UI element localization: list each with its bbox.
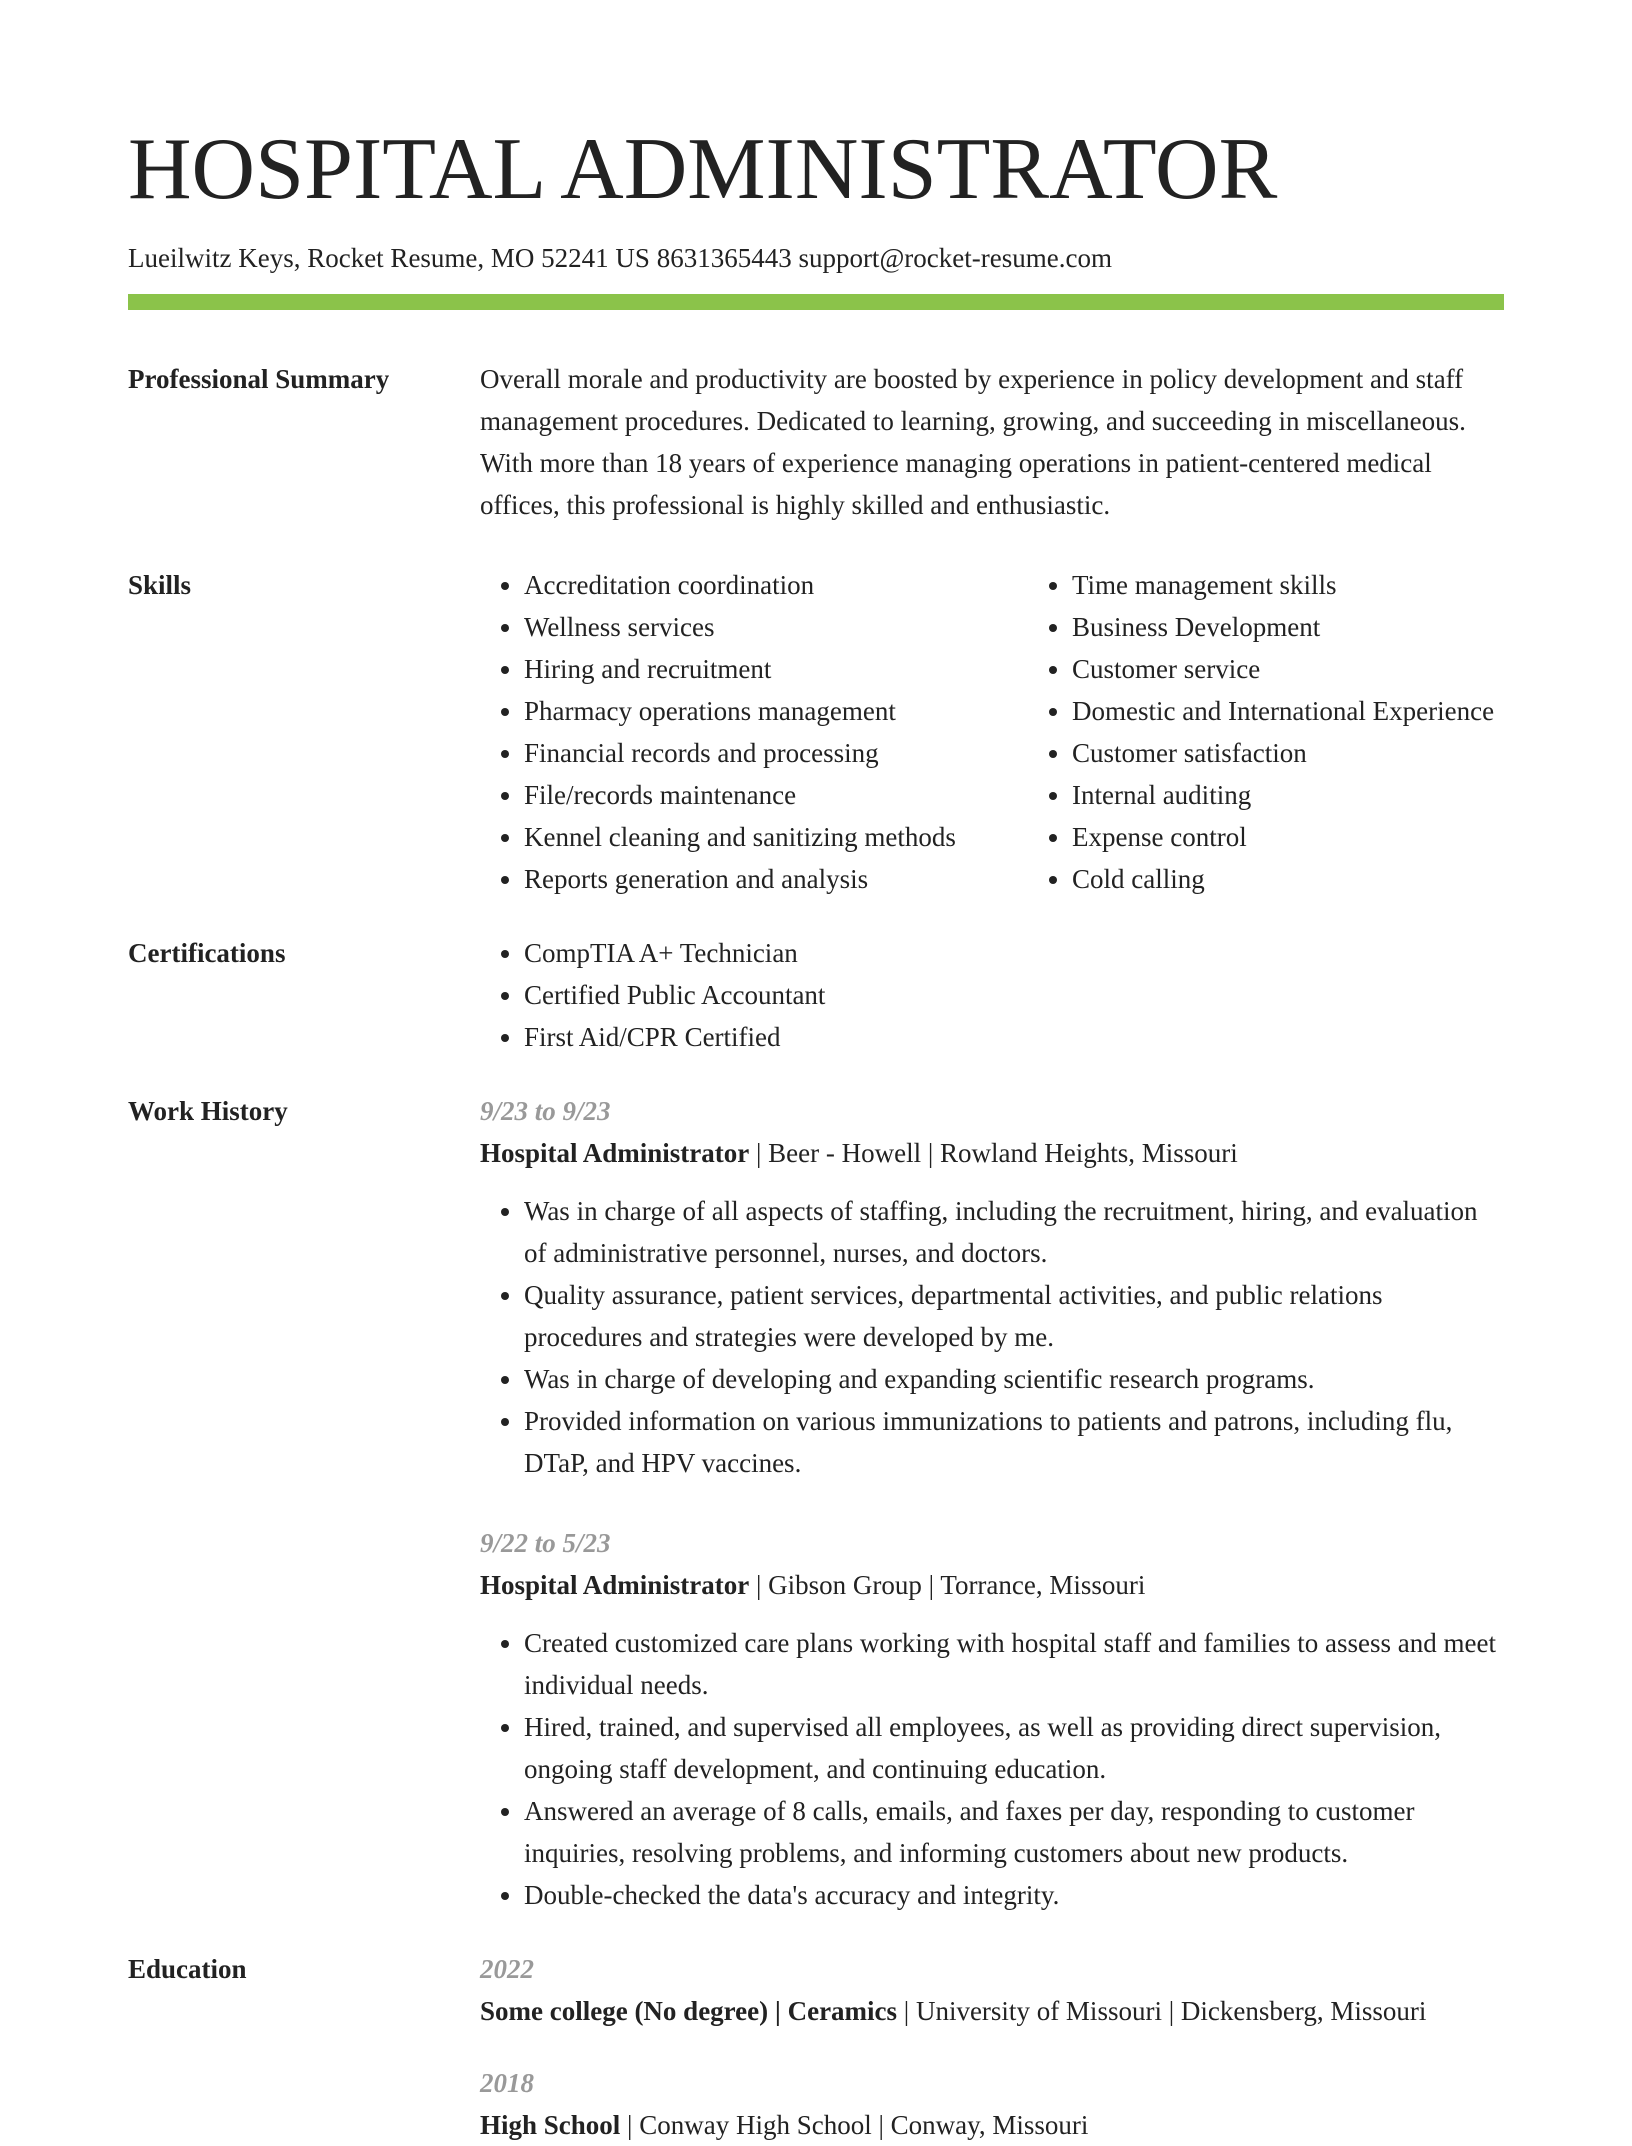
section-label-work-history: Work History xyxy=(128,1096,288,1126)
skills-list-left xyxy=(480,564,1028,900)
section-label-certifications: Certifications xyxy=(128,938,286,968)
list-item: • Was in charge of all aspects of staffing, including the recruitment, hiring, and evaluation of administrative personnel, nurses, and doctors. xyxy=(524,1190,1504,1274)
job-bullets xyxy=(480,1190,1504,1484)
education-entry xyxy=(480,2062,1504,2146)
certifications-section xyxy=(128,932,1504,1058)
list-item: • Expense control xyxy=(1072,816,1572,858)
job-dates: 9/23 to 9/23 xyxy=(480,1096,611,1126)
list-item: • Created customized care plans working with hospital staff and families to assess and meet individual needs. xyxy=(524,1622,1504,1706)
skills-section xyxy=(128,564,1504,900)
list-item: • Customer satisfaction xyxy=(1072,732,1572,774)
list-item: • Was in charge of developing and expanding scientific research programs. xyxy=(524,1358,1504,1400)
resume-title: HOSPITAL ADMINISTRATOR xyxy=(128,121,1278,218)
list-item: • Customer service xyxy=(1072,648,1572,690)
job-entry xyxy=(480,1090,1504,1484)
list-item: • Cold calling xyxy=(1072,858,1572,900)
contact-line: Lueilwitz Keys, Rocket Resume, MO 52241 US 8631365443 support@rocket-resume.com xyxy=(128,243,1112,273)
summary-section xyxy=(128,358,1504,526)
list-item: • Hired, trained, and supervised all employees, as well as providing direct supervision, ongoing staff development, and continuing education. xyxy=(524,1706,1504,1790)
list-item: • Double-checked the data's accuracy and integrity. xyxy=(524,1874,1504,1916)
list-item: • CompTIA A+ Technician xyxy=(524,932,1504,974)
section-label-summary: Professional Summary xyxy=(128,364,390,394)
list-item: • Time management skills xyxy=(1072,564,1572,606)
list-item: • Domestic and International Experience xyxy=(1072,690,1572,732)
skills-list-right xyxy=(1028,564,1572,900)
job-title: Hospital Administrator xyxy=(480,1138,750,1168)
education-degree: High School xyxy=(480,2110,621,2140)
education-section xyxy=(128,1948,1504,2146)
list-item: • Accreditation coordination xyxy=(524,564,1028,606)
list-item: • Reports generation and analysis xyxy=(524,858,1028,900)
education-year: 2018 xyxy=(480,2068,534,2098)
list-item: • Hiring and recruitment xyxy=(524,648,1028,690)
job-dates: 9/22 to 5/23 xyxy=(480,1528,611,1558)
job-role-line xyxy=(480,1132,1504,1174)
education-school-location: | Conway High School | Conway, Missouri xyxy=(620,2110,1089,2140)
list-item: • Kennel cleaning and sanitizing methods xyxy=(524,816,1028,858)
education-year: 2022 xyxy=(480,1954,534,1984)
list-item: • Wellness services xyxy=(524,606,1028,648)
list-item: • Pharmacy operations management xyxy=(524,690,1028,732)
section-label-skills: Skills xyxy=(128,570,192,600)
work-history-section xyxy=(128,1090,1504,1916)
job-entry xyxy=(480,1522,1504,1916)
list-item: • Internal auditing xyxy=(1072,774,1572,816)
list-item: • Certified Public Accountant xyxy=(524,974,1504,1016)
job-title: Hospital Administrator xyxy=(480,1570,750,1600)
list-item: • Answered an average of 8 calls, emails, and faxes per day, responding to customer inquiries, resolving problems, and informing customers about new products. xyxy=(524,1790,1504,1874)
list-item: • Provided information on various immunizations to patients and patrons, including flu, DTaP, and HPV vaccines. xyxy=(524,1400,1504,1484)
list-item: • Financial records and processing xyxy=(524,732,1028,774)
job-role-line xyxy=(480,1564,1504,1606)
resume-page xyxy=(128,0,1504,2146)
education-line xyxy=(480,1990,1504,2032)
job-company-location: | Beer - Howell | Rowland Heights, Missouri xyxy=(749,1138,1238,1168)
list-item: • File/records maintenance xyxy=(524,774,1028,816)
section-label-education: Education xyxy=(128,1954,247,1984)
education-school-location: | University of Missouri | Dickensberg, Missouri xyxy=(897,1996,1427,2026)
job-company-location: | Gibson Group | Torrance, Missouri xyxy=(749,1570,1146,1600)
list-item: • Business Development xyxy=(1072,606,1572,648)
list-item: • Quality assurance, patient services, departmental activities, and public relations procedures and strategies were developed by me. xyxy=(524,1274,1504,1358)
education-line xyxy=(480,2104,1504,2146)
job-bullets xyxy=(480,1622,1504,1916)
education-degree: Some college (No degree) | Ceramics xyxy=(480,1996,898,2026)
certifications-list xyxy=(480,932,1504,1058)
accent-divider xyxy=(128,294,1504,310)
list-item: • First Aid/CPR Certified xyxy=(524,1016,1504,1058)
education-entry xyxy=(480,1948,1504,2032)
summary-text: Overall morale and productivity are boosted by experience in policy development and staff management procedures. Dedicated to learning, growing, and succeeding in miscellaneous. With more than 18 years of experience managing operations in patient-centered medical offices, this professional is highly skilled and enthusiastic. xyxy=(480,364,1466,520)
